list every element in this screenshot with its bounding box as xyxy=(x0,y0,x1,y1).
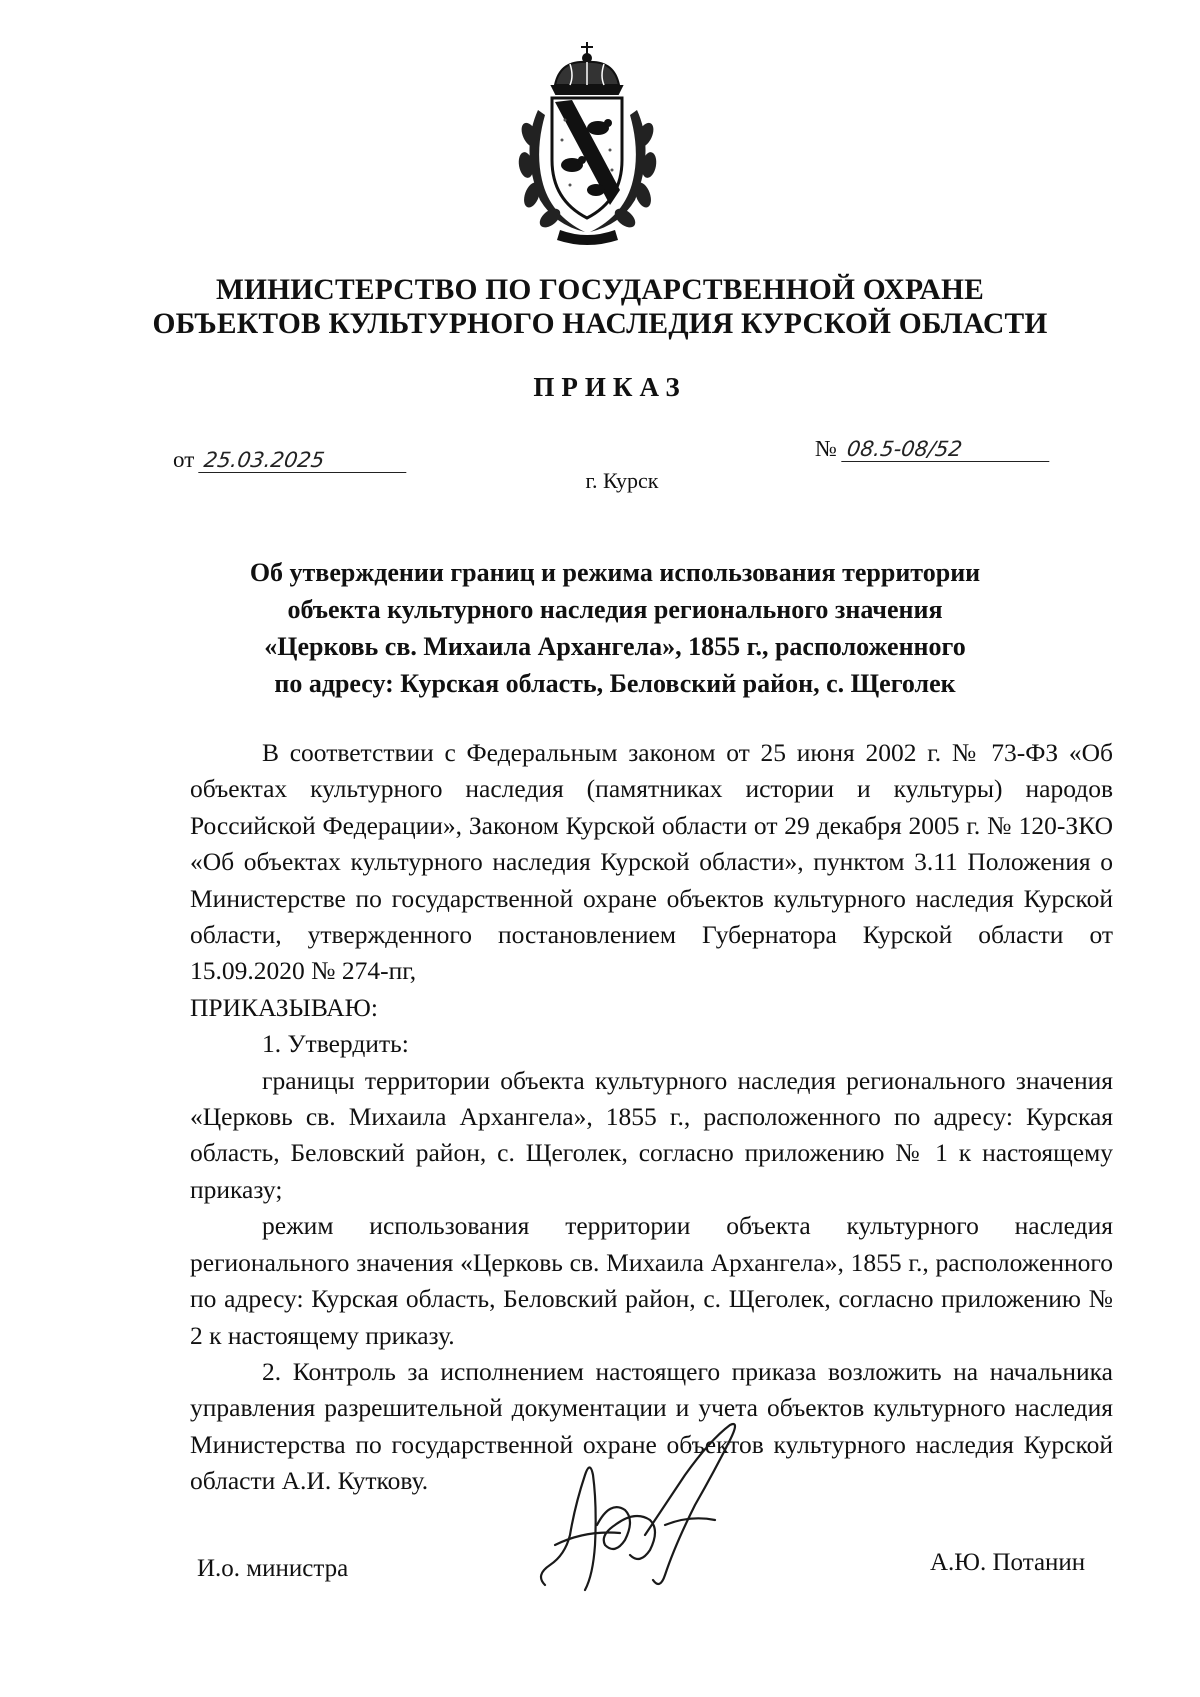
number-value: 08.5-08/52 xyxy=(841,437,1053,462)
handwritten-signature xyxy=(525,1415,755,1595)
order-body xyxy=(190,735,1113,1500)
item-1-regime: режим использования территории объекта культурного наследия регионального значения «Церковь св. Михаила Архангела», 1855 г., расположенного по адресу: Курская область, Беловский район, с. Щеголек, согласно приложению № 2 к настоящему приказу. xyxy=(190,1211,1113,1350)
ministry-name-line1: МИНИСТЕРСТВО ПО ГОСУДАРСТВЕННОЙ ОХРАНЕ xyxy=(215,274,985,306)
date-value: 25.03.2025 xyxy=(198,448,410,473)
document-type: ПРИКАЗ xyxy=(533,372,687,402)
subject-line: «Церковь св. Михаила Архангела», 1855 г., расположенного xyxy=(264,632,966,661)
coat-of-arms-emblem xyxy=(500,40,675,245)
item-1-boundaries: границы территории объекта культурного наследия регионального значения «Церковь св. Михаила Архангела», 1855 г., расположенного по адресу: Курская область, Беловский район, с. Щеголек, согласно приложению № 1 к настоящему приказу; xyxy=(190,1065,1113,1204)
subject-line: Об утверждении границ и режима использования территории xyxy=(249,558,981,587)
item-2: 2. Контроль за исполнением настоящего приказа возложить на начальника управления разрешительной документации и учета объектов культурного наследия Министерства по государственной охране объектов культурного наследия Курской области А.И. Куткову. xyxy=(190,1356,1113,1496)
preamble-paragraph: В соответствии с Федеральным законом от 25 июня 2002 г. № 73-ФЗ «Об объектах культурного наследия (памятниках истории и культуры) народов Российской Федерации», Законом Курской области от 29 декабря 2005 г. № 120-ЗКО «Об объектах культурного наследия Курской области», пунктом 3.11 Положения о Министерстве по государственной охране объектов культурного наследия Курской области, утвержденного постановлением Губернатора Курской области от 15.09.2020 № 274-пг, xyxy=(190,738,1113,986)
item-1: 1. Утвердить: xyxy=(262,1029,409,1059)
order-subject xyxy=(150,554,1080,702)
order-number xyxy=(815,436,1051,462)
date-label: от xyxy=(173,447,195,472)
command-word: ПРИКАЗЫВАЮ: xyxy=(190,992,378,1022)
ministry-name-line2: ОБЪЕКТОВ КУЛЬТУРНОГО НАСЛЕДИЯ КУРСКОЙ ОБЛАСТИ xyxy=(152,308,1048,340)
number-label: № xyxy=(815,436,837,461)
city: г. Курск xyxy=(585,468,659,493)
subject-line: по адресу: Курская область, Беловский район, с. Щеголек xyxy=(274,669,956,698)
signatory-title: И.о. министра xyxy=(197,1555,349,1582)
signatory-name: А.Ю. Потанин xyxy=(930,1549,1086,1576)
subject-line: объекта культурного наследия регионального значения xyxy=(287,595,943,624)
